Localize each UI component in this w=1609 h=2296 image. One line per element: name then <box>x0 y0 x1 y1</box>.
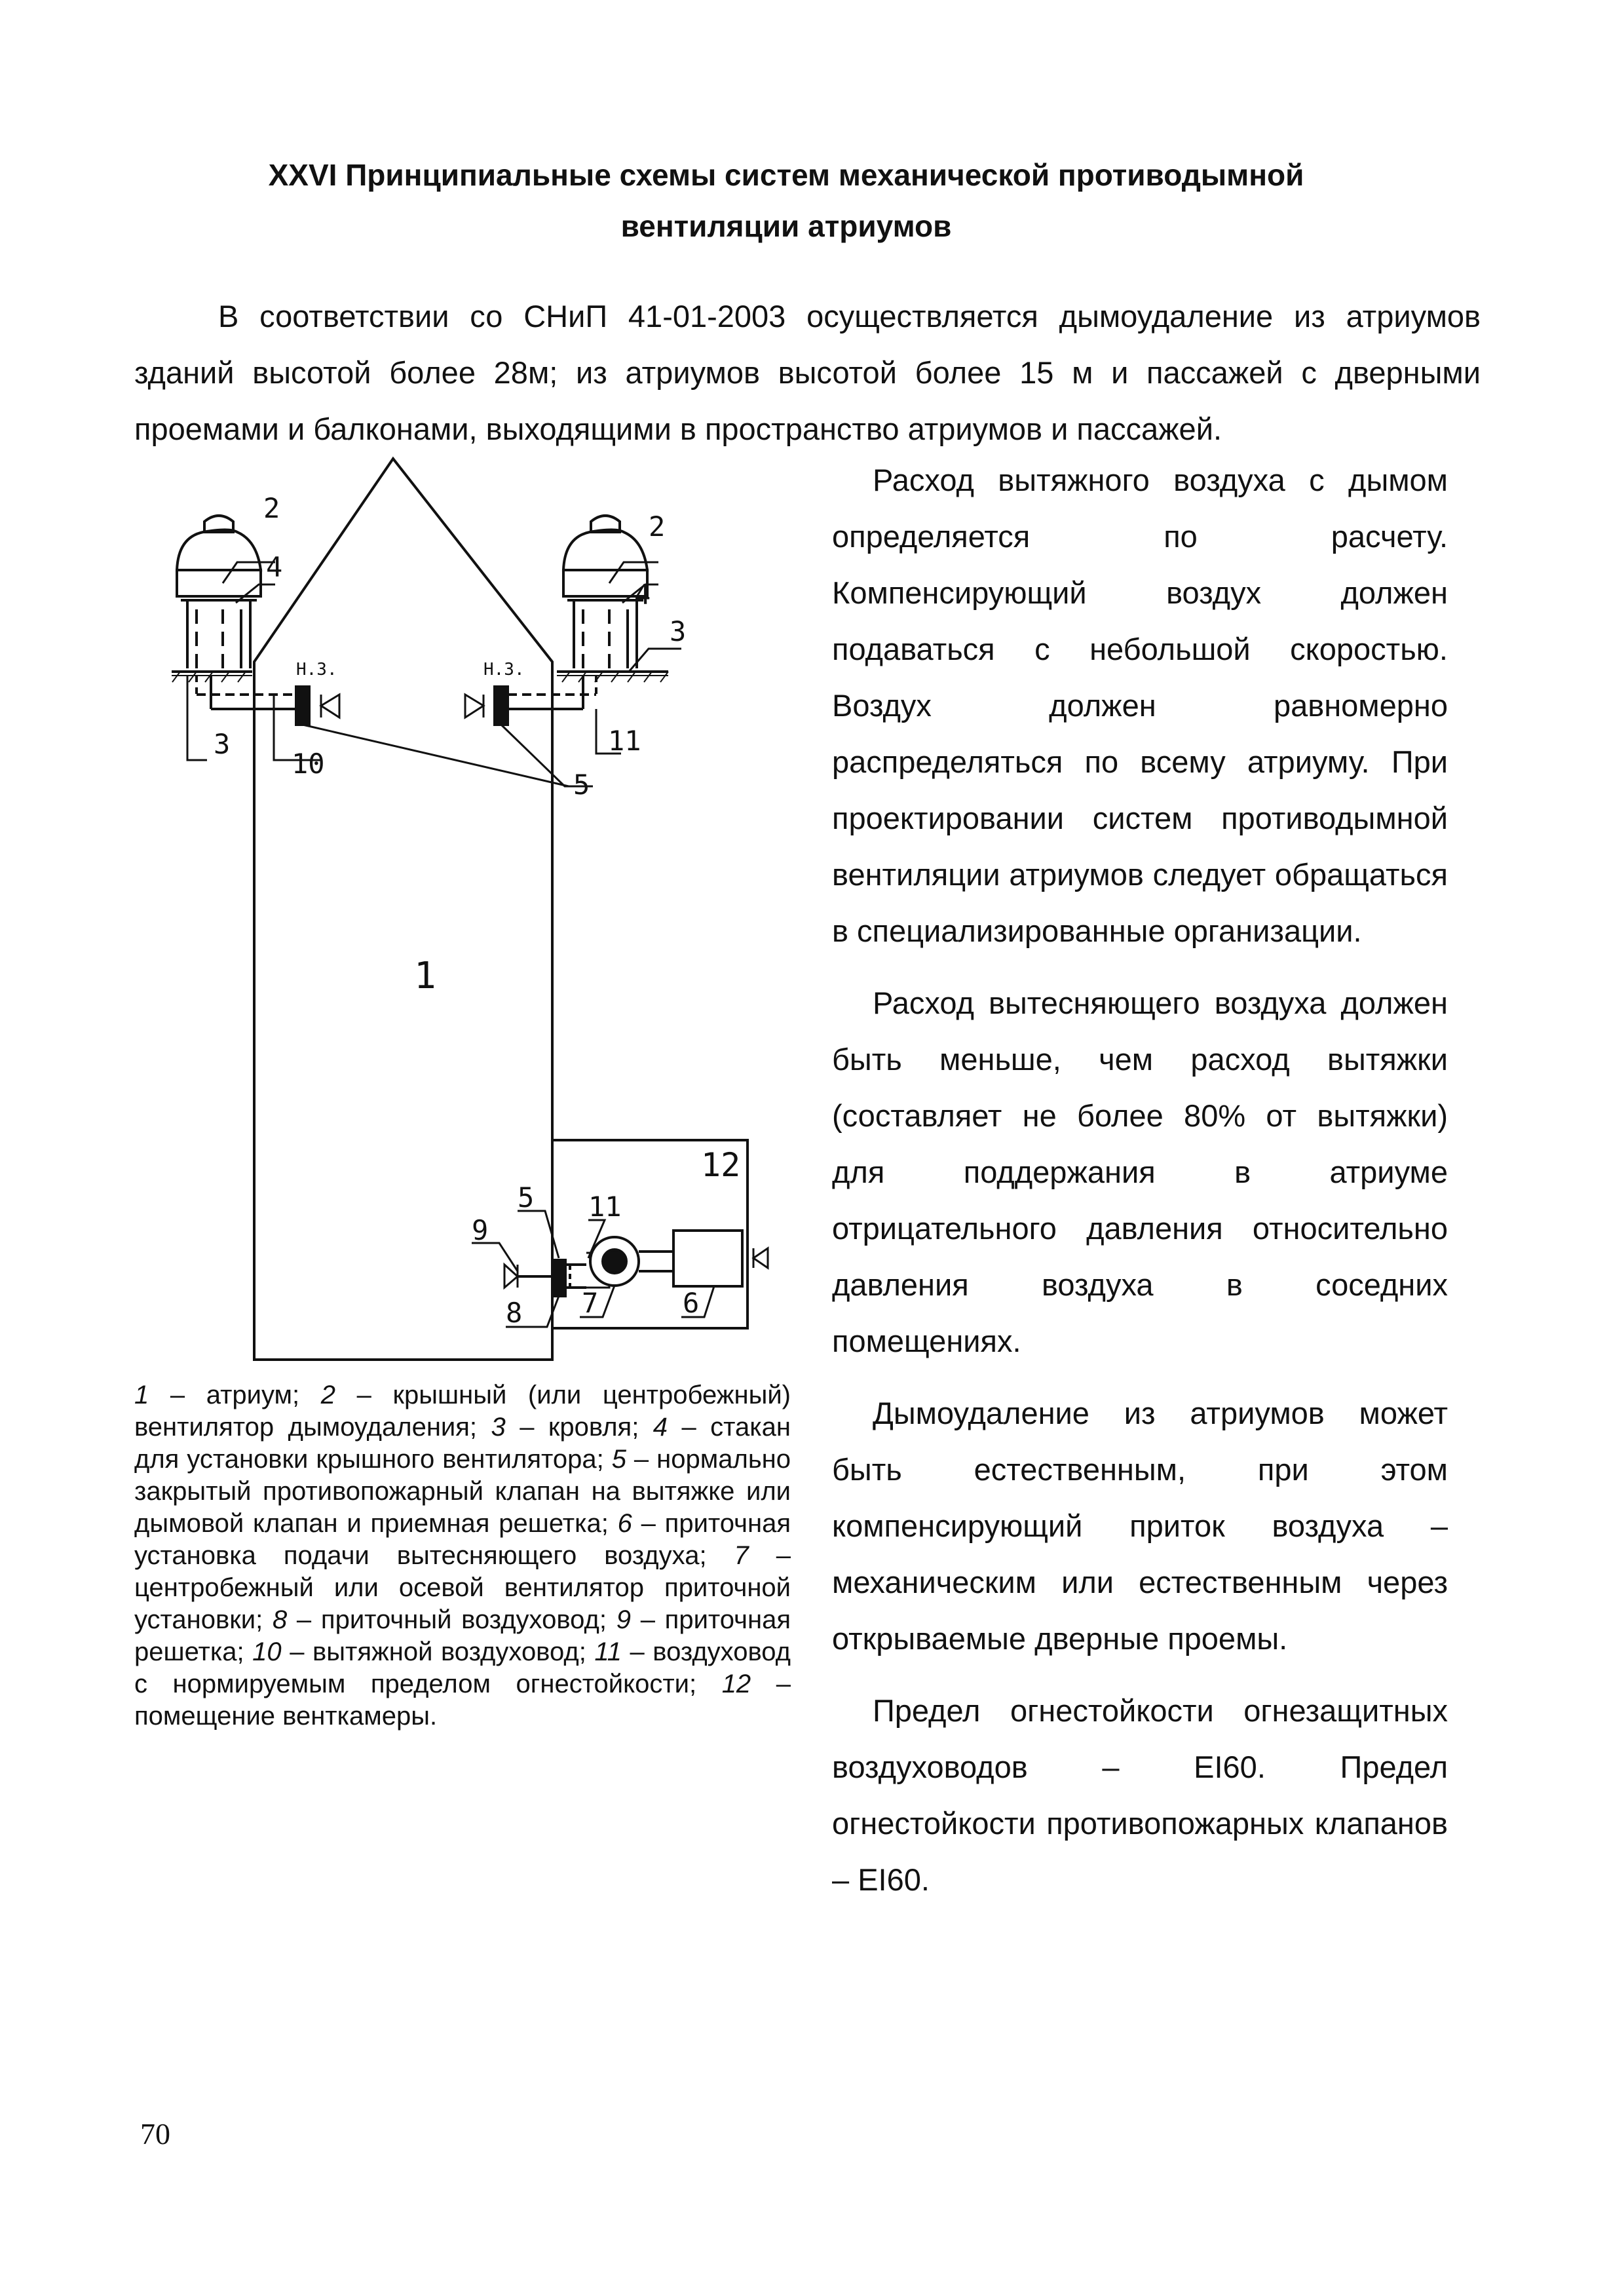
right-paragraph-2: Расход вытесняющего воздуха должен быть меньше, чем расход вытяжки (составляет не более 80% от вытяжки) для поддержания в атриуме отрицательного давления относительно давления воздуха в соседних помещениях. <box>832 985 1448 1358</box>
legend-num: 5 <box>611 1445 626 1474</box>
legend-num: 8 <box>272 1605 288 1634</box>
label-roof-right: 3 <box>670 615 687 647</box>
fire-valve-left <box>296 687 309 725</box>
label-grille: 9 <box>472 1214 489 1246</box>
legend-text: – вытяжной воздуховод; <box>281 1637 595 1666</box>
legend-num: 10 <box>252 1637 282 1666</box>
legend-text: – приточная установка подачи вытесняющего воздуха; <box>134 1509 791 1570</box>
legend-text: – кровля; <box>505 1413 653 1442</box>
right-paragraph-3: Дымоудаление из атриумов может быть естественным, при этом компенсирующий приток воздуха – механическим или естественным через открываемые дверные проемы. <box>832 1396 1448 1656</box>
intro-text: В соответствии со СНиП 41-01-2003 осуществляется дымоудаление из атриумов зданий высотой более 28м; из атриумов высотой более 15 м и пассажей с дверными проемами и балконами, выходящими в пространство атриумов и пассажей. <box>134 299 1481 446</box>
diagram-legend <box>134 1379 791 1732</box>
legend-num: 12 <box>721 1670 751 1698</box>
valve-symbol-left <box>321 695 339 718</box>
legend-num: 9 <box>616 1605 631 1634</box>
right-column <box>832 452 1448 1924</box>
label-centrifugal-fan: 7 <box>582 1287 599 1319</box>
right-paragraph-4: Предел огнестойкости огнезащитных воздуховодов – EI60. Предел огнестойкости противопожарных клапанов – EI60. <box>832 1693 1448 1897</box>
legend-text: – атриум; <box>149 1381 321 1409</box>
legend-num: 2 <box>320 1381 336 1409</box>
title-line-1: XXVI Принципиальные схемы систем механической противодымной <box>268 158 1304 192</box>
label-atrium: 1 <box>414 955 436 997</box>
legend-num: 6 <box>617 1509 632 1538</box>
label-fan-left: 2 <box>263 492 280 524</box>
label-shaft-right: 4 <box>634 579 651 611</box>
legend-text: – нормально закрытый противопожарный клапан на вытяжке или дымовой клапан и приемная решетка; <box>134 1445 791 1538</box>
legend-text: – стакан для установки крышного вентилятора; <box>134 1413 791 1474</box>
label-duct-left: 10 <box>292 748 325 780</box>
label-fan-right: 2 <box>649 510 666 543</box>
legend-text: – приточная решетка; <box>134 1605 791 1666</box>
label-duct-right: 11 <box>608 725 641 757</box>
valve-symbol-right <box>465 695 483 718</box>
legend-num: 4 <box>653 1413 668 1442</box>
label-shaft-left: 4 <box>266 551 283 583</box>
title-line-2: вентиляции атриумов <box>620 209 952 243</box>
label-supply-duct: 8 <box>506 1297 523 1329</box>
label-roof-left: 3 <box>214 728 231 760</box>
supply-valve <box>552 1260 565 1296</box>
legend-text: – воздуховод с нормируемым пределом огнестойкости; <box>134 1637 791 1698</box>
supply-inlet-valve <box>753 1248 768 1268</box>
legend-text: – крышный (или центробежный) вентилятор дымоудаления; <box>134 1381 791 1442</box>
label-valve-right-note: Н.З. <box>483 660 525 679</box>
exhaust-duct-left <box>197 676 296 709</box>
legend-num: 1 <box>134 1381 149 1409</box>
label-supply-duct-fire: 11 <box>588 1191 622 1223</box>
legend-num: 3 <box>491 1413 506 1442</box>
label-supply-valve: 5 <box>518 1181 535 1214</box>
legend-num: 11 <box>594 1637 622 1666</box>
label-valve: 5 <box>573 769 590 801</box>
right-paragraph-1: Расход вытяжного воздуха с дымом определяется по расчету. Компенсирующий воздух должен подаваться с небольшой скоростью. Воздух должен равномерно распределяться по всему атриуму. При проектировании систем противодымной вентиляции атриумов следует обращаться в специализированные организации. <box>832 463 1448 948</box>
supply-unit <box>673 1231 742 1286</box>
label-valve-left-note: Н.З. <box>296 660 337 679</box>
label-supply-unit: 6 <box>683 1287 700 1319</box>
fire-valve-right <box>495 687 508 725</box>
legend-text: – центробежный или осевой вентилятор приточной установки; <box>134 1541 791 1634</box>
legend-text: – приточный воздуховод; <box>287 1605 616 1634</box>
label-vent-room: 12 <box>701 1146 741 1184</box>
legend-text: – помещение венткамеры. <box>134 1670 791 1731</box>
legend-num: 7 <box>734 1541 749 1570</box>
roof-line-right <box>557 672 668 682</box>
atrium-outline <box>254 459 552 1360</box>
page-number: 70 <box>140 2117 170 2151</box>
